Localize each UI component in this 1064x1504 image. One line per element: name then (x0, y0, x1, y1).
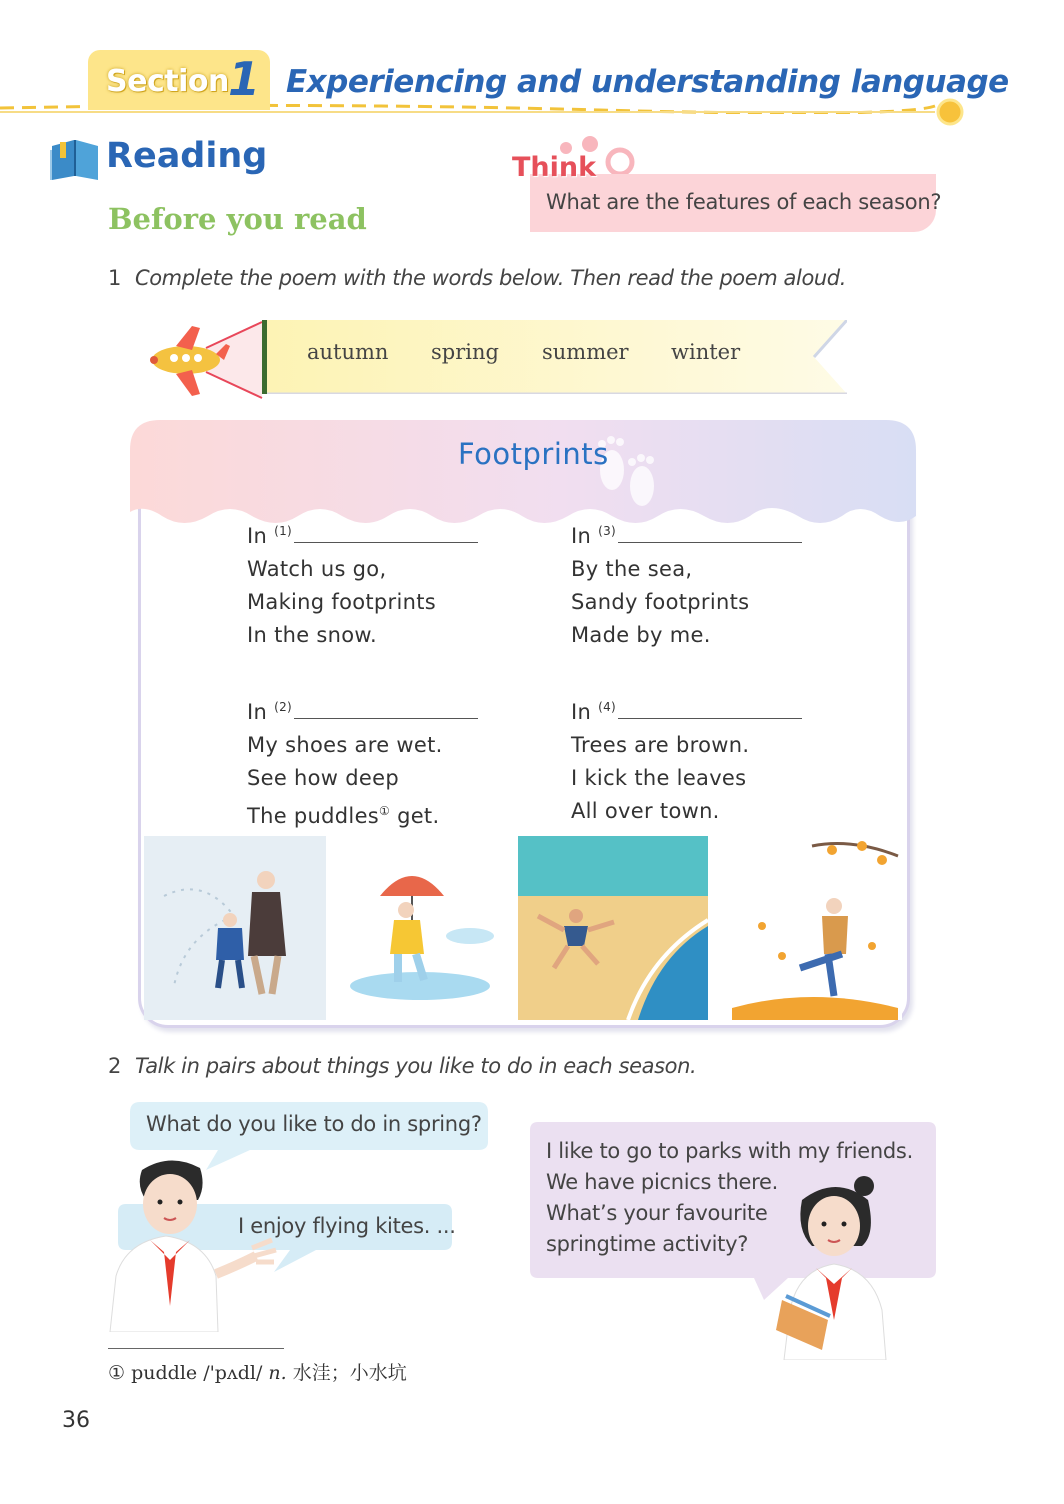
stanza-lead: In (247, 524, 268, 548)
blank-marker: (1) (274, 524, 292, 538)
task1-number: 1 (108, 266, 121, 290)
blank-marker: (4) (598, 700, 616, 714)
plane-icon (146, 318, 266, 402)
boy-illustration (106, 1156, 286, 1332)
footnote-marker: ① (379, 804, 391, 818)
footnote-marker: ① (108, 1362, 126, 1384)
girl-speech-line: We have picnics there. (546, 1170, 778, 1194)
poem-line: get. (397, 804, 440, 828)
stanza-4 (571, 691, 802, 828)
poem-title: Footprints (458, 437, 609, 471)
task2-text: Talk in pairs about things you like to do in each season. (134, 1054, 697, 1078)
stanza-lead: In (571, 700, 592, 724)
poem-line: By the sea, (571, 557, 693, 581)
word-option: spring (431, 340, 499, 364)
autumn-illustration (722, 836, 902, 1020)
poem-line: The puddles (247, 804, 380, 828)
answer-blank[interactable] (294, 700, 478, 719)
poem-line: See how deep (247, 766, 399, 790)
task2-number: 2 (108, 1054, 121, 1078)
spring-illustration (340, 836, 506, 1020)
blank-marker: (3) (598, 524, 616, 538)
task1-instruction (108, 266, 846, 290)
poem-line: In the snow. (247, 623, 377, 647)
poem-line: Watch us go, (247, 557, 387, 581)
header-dot-icon (936, 98, 964, 126)
poem-line: Made by me. (571, 623, 711, 647)
poem-line: Sandy footprints (571, 590, 750, 614)
word-option: autumn (307, 340, 389, 364)
task1-text: Complete the poem with the words below. Then read the poem aloud. (134, 266, 847, 290)
reading-heading: Reading (106, 136, 268, 176)
think-label: Think (512, 152, 597, 183)
poem-line: All over town. (571, 799, 720, 823)
word-option: winter (671, 340, 741, 364)
answer-blank[interactable] (618, 700, 802, 719)
summer-illustration (518, 836, 708, 1020)
footnote-meaning: 水洼；小水坑 (292, 1362, 407, 1384)
girl-speech-line: I like to go to parks with my friends. (546, 1139, 913, 1163)
footnote (108, 1358, 407, 1385)
footnote-rule (108, 1348, 284, 1349)
think-question: What are the features of each season? (546, 190, 942, 214)
girl-speech-line: springtime activity? (546, 1232, 749, 1256)
task2-instruction (108, 1054, 696, 1078)
section-label: Section (106, 64, 229, 99)
word-option: summer (542, 340, 629, 364)
before-you-read-heading: Before you read (108, 202, 367, 236)
stanza-2 (247, 691, 478, 833)
footnote-word: puddle (131, 1362, 198, 1384)
poem-line: Making footprints (247, 590, 437, 614)
footnote-phonetic: /'pʌdl/ (203, 1362, 263, 1384)
stanza-1 (247, 515, 478, 652)
page-number: 36 (62, 1408, 90, 1433)
girl-illustration (772, 1170, 906, 1360)
footnote-pos: n. (268, 1362, 287, 1384)
poem-line: I kick the leaves (571, 766, 747, 790)
boy-answer-text: I enjoy flying kites. ... (238, 1214, 456, 1238)
poem-line: My shoes are wet. (247, 733, 443, 757)
blank-marker: (2) (274, 700, 292, 714)
section-number: 1 (228, 52, 261, 106)
stanza-3 (571, 515, 802, 652)
stanza-lead: In (571, 524, 592, 548)
poem-line: Trees are brown. (571, 733, 750, 757)
winter-illustration (144, 836, 326, 1020)
answer-blank[interactable] (618, 524, 802, 543)
answer-blank[interactable] (294, 524, 478, 543)
boy-question-text: What do you like to do in spring? (146, 1112, 482, 1136)
book-icon (48, 136, 102, 180)
section-title: Experiencing and understanding language (286, 64, 1009, 100)
girl-speech-line: What’s your favourite (546, 1201, 768, 1225)
stanza-lead: In (247, 700, 268, 724)
